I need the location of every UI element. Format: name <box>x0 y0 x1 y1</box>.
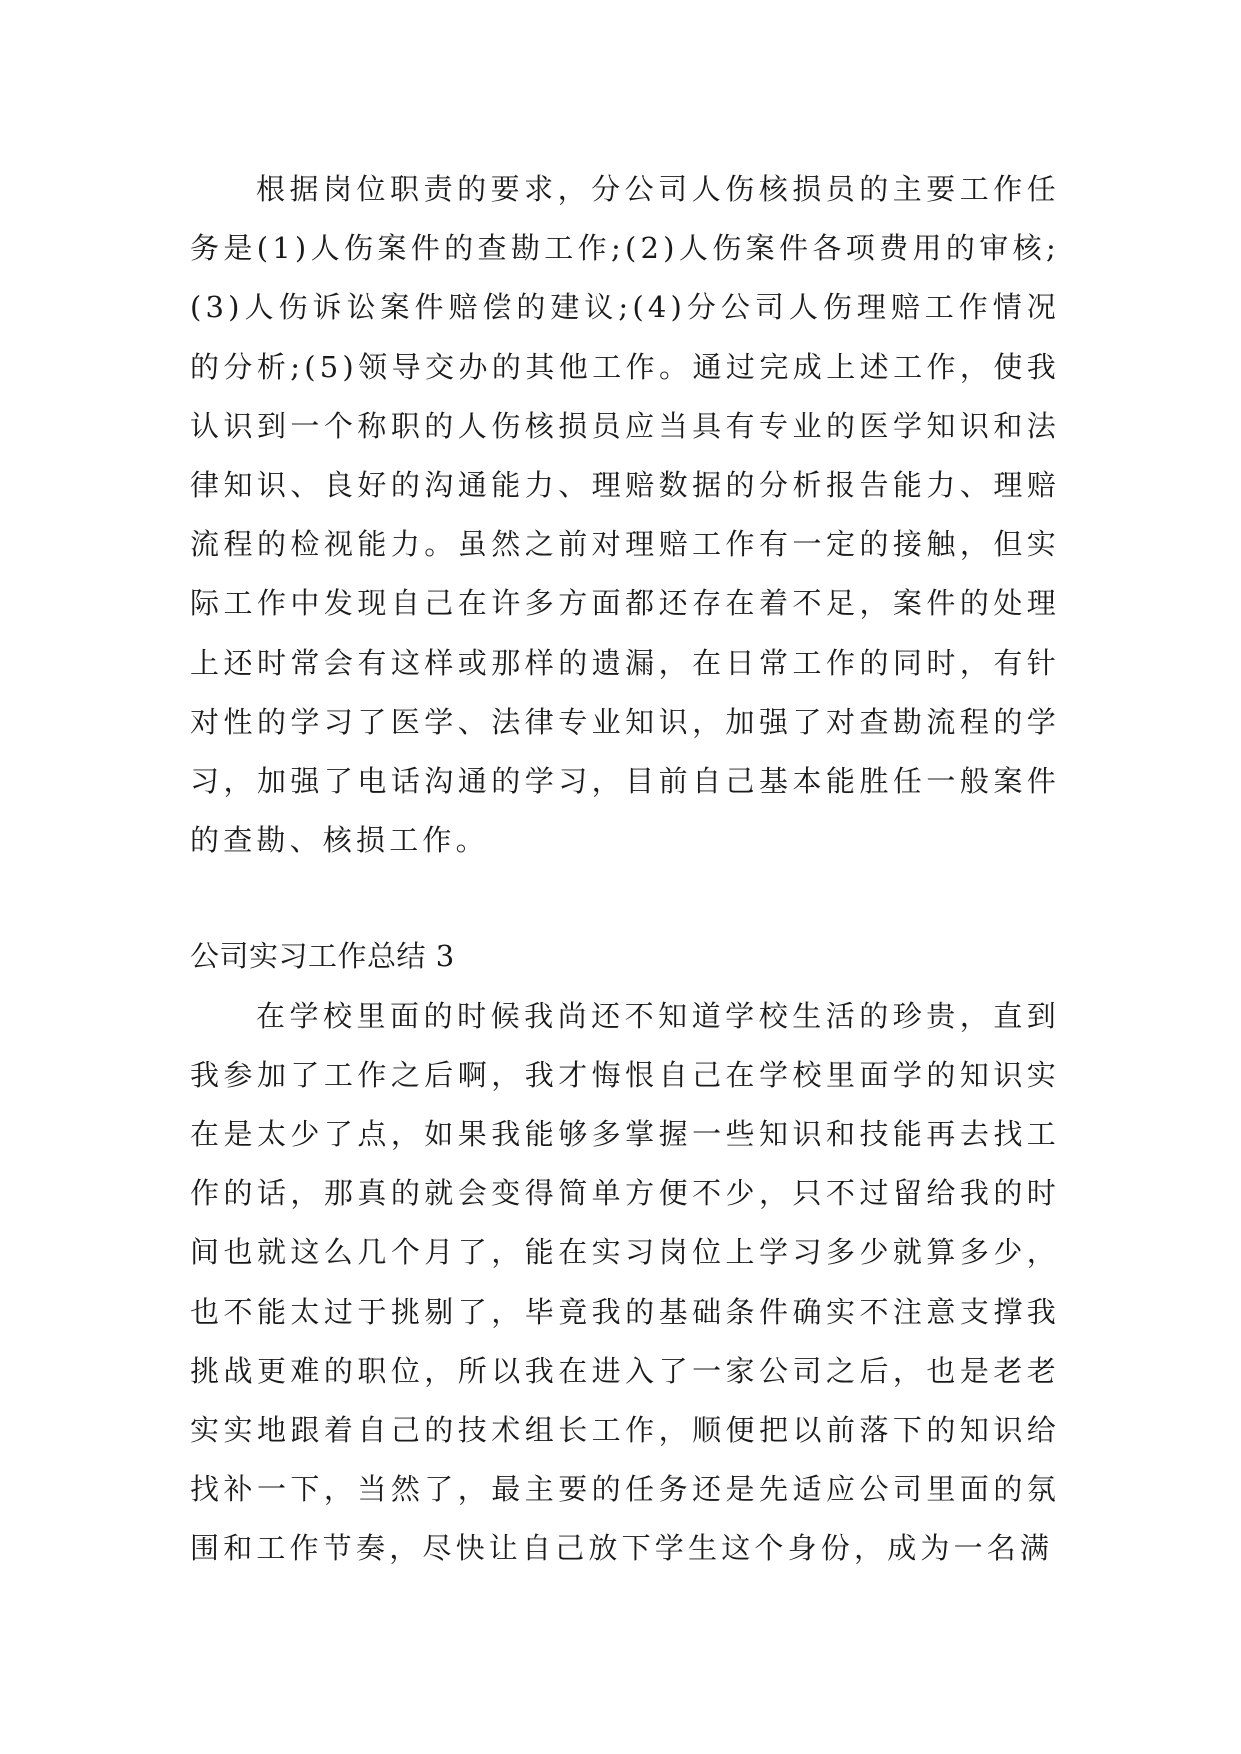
body-paragraph-2: 在学校里面的时候我尚还不知道学校生活的珍贵，直到我参加了工作之后啊，我才悔恨自己在学校里面学的知识实在是太少了点，如果我能够多掌握一些知识和技能再去找工作的话，那真的就会变得简单方便不少，只不过留给我的时间也就这么几个月了，能在实习岗位上学习多少就算多少，也不能太过于挑剔了，毕竟我的基础条件确实不注意支撑我挑战更难的职位，所以我在进入了一家公司之后，也是老老实实地跟着自己的技术组长工作，顺便把以前落下的知识给找补一下，当然了，最主要的任务还是先适应公司里面的氛围和工作节奏，尽快让自己放下学生这个身份，成为一名满 <box>190 998 1060 1566</box>
body-paragraph-1: 根据岗位职责的要求，分公司人伤核损员的主要工作任务是(1)人伤案件的查勘工作;(2)人伤案件各项费用的审核;(3)人伤诉讼案件赔偿的建议;(4)分公司人伤理赔工作情况的分析;(5)领导交办的其他工作。通过完成上述工作，使我认识到一个称职的人伤核损员应当具有专业的医学知识和法律知识、良好的沟通能力、理赔数据的分析报告能力、理赔流程的检视能力。虽然之前对理赔工作有一定的接触，但实际工作中发现自己在许多方面都还存在着不足，案件的处理上还时常会有这样或那样的遗漏，在日常工作的同时，有针对性的学习了医学、法律专业知识，加强了对查勘流程的学习，加强了电话沟通的学习，目前自己基本能胜任一般案件的查勘、核损工作。 <box>190 172 1060 858</box>
document-body <box>190 160 1060 1579</box>
section-heading: 公司实习工作总结 3 <box>190 939 455 974</box>
